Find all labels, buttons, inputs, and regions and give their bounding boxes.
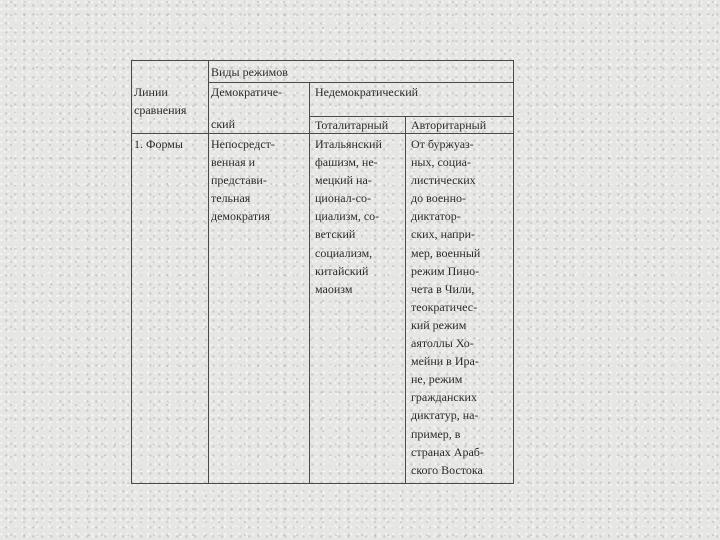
cell-authoritarian-forms: От буржуаз- ных, социа- листических до военно- диктатор- ских, напри- мер, военный режим Пино- чета в Чили, теократичес- кий режим аятоллы Хо- мейни в Ира- не, режим гражданских диктатур, на- пример, в странах Араб- ского Востока [411,137,484,477]
column-divider-democratic [309,82,310,483]
header-totalitarian: Тоталитарный [315,118,389,132]
column-divider-totalitarian [405,116,406,483]
cell-totalitarian-forms: Итальянский фашизм, не- мецкий на- ционал-со- циализм, со- ветский социализм, китайский маоизм [315,137,382,296]
header-authoritarian: Авторитарный [411,118,487,132]
column-divider-label [208,61,209,483]
header-democratic-top: Демократиче- [211,85,283,99]
header-nondemocratic: Недемократический [315,85,419,99]
header-democratic-bottom: ский [211,117,235,131]
row-label-forms: 1. Формы [134,137,183,151]
regime-comparison-table [131,60,514,484]
header-comparison-lines: Линии сравнения [134,85,187,118]
header-regime-types: Виды режимов [211,65,288,79]
cell-democratic-forms: Непосредст- венная и представи- тельная демократия [211,137,275,224]
